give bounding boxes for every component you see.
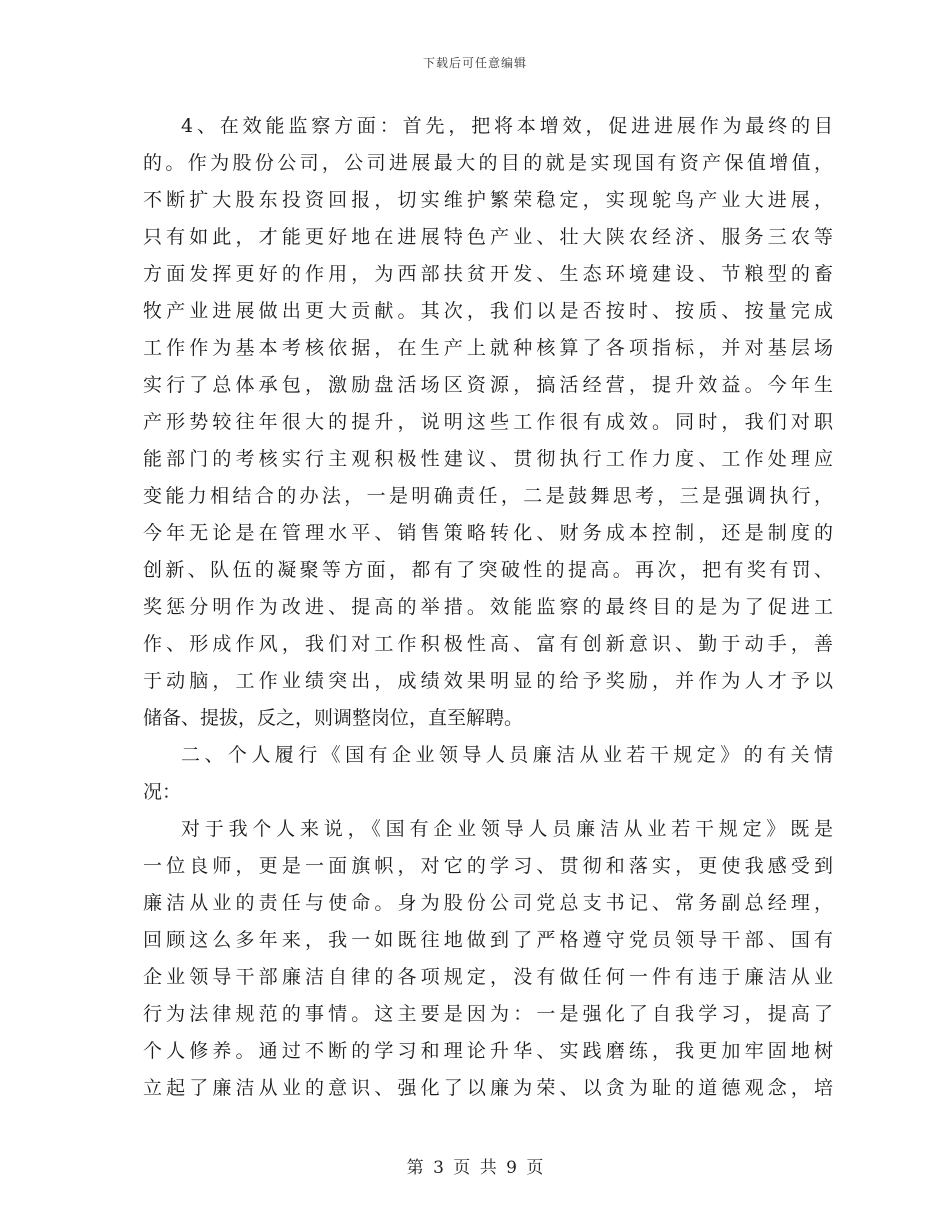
- text-line: 个人修养。通过不断的学习和理论升华、实践磨练，我更加牢固地树: [143, 1040, 833, 1062]
- text-line: 4、在效能监察方面：首先，把将本增效，促进进展作为最终的目: [181, 115, 833, 137]
- text-line: 一位良师，更是一面旗帜，对它的学习、贯彻和落实，更使我感受到: [143, 855, 833, 877]
- text-line: 方面发挥更好的作用，为西部扶贫开发、生态环境建设、节粮型的畜: [143, 263, 833, 285]
- section-heading-line: 况：: [143, 781, 182, 803]
- section-heading-line: 二、个人履行《国有企业领导人员廉洁从业若干规定》的有关情: [181, 744, 833, 766]
- text-line: 产形势较往年很大的提升，说明这些工作很有成效。同时，我们对职: [143, 411, 833, 433]
- document-body: [143, 108, 833, 1107]
- text-line: 实行了总体承包，激励盘活场区资源，搞活经营，提升效益。今年生: [143, 374, 833, 396]
- text-line: 不断扩大股东投资回报，切实维护繁荣稳定，实现鸵鸟产业大进展，: [143, 189, 833, 211]
- text-line: 回顾这么多年来，我一如既往地做到了严格遵守党员领导干部、国有: [143, 929, 833, 951]
- text-line: 奖惩分明作为改进、提高的举措。效能监察的最终目的是为了促进工: [143, 596, 833, 618]
- text-line: 立起了廉洁从业的意识、强化了以廉为荣、以贪为耻的道德观念，培: [143, 1077, 833, 1099]
- text-line: 于动脑，工作业绩突出，成绩效果明显的给予奖励，并作为人才予以: [143, 670, 833, 692]
- text-line: 廉洁从业的责任与使命。身为股份公司党总支书记、常务副总经理，: [143, 892, 833, 914]
- text-line: 只有如此，才能更好地在进展特色产业、壮大陕农经济、服务三农等: [143, 226, 833, 248]
- page-number-footer: 第 3 页 共 9 页: [406, 1158, 544, 1178]
- text-line: 工作作为基本考核依据，在生产上就种核算了各项指标，并对基层场: [143, 337, 833, 359]
- text-line: 作、形成作风，我们对工作积极性高、富有创新意识、勤于动手，善: [143, 633, 833, 655]
- text-line: 行为法律规范的事情。这主要是因为：一是强化了自我学习，提高了: [143, 1003, 833, 1025]
- text-line: 牧产业进展做出更大贡献。其次，我们以是否按时、按质、按量完成: [143, 300, 833, 322]
- text-line: 创新、队伍的凝聚等方面，都有了突破性的提高。再次，把有奖有罚、: [143, 559, 833, 581]
- text-line: 的。作为股份公司，公司进展最大的目的就是实现国有资产保值增值，: [143, 152, 833, 174]
- text-line: 储备、提拔，反之，则调整岗位，直至解聘。: [143, 707, 524, 729]
- page-header-note: 下载后可任意编辑: [422, 56, 527, 70]
- text-line: 对于我个人来说，《国有企业领导人员廉洁从业若干规定》既是: [181, 818, 833, 840]
- text-line: 企业领导干部廉洁自律的各项规定，没有做任何一件有违于廉洁从业: [143, 966, 833, 988]
- text-line: 今年无论是在管理水平、销售策略转化、财务成本控制，还是制度的: [143, 522, 833, 544]
- text-line: 能部门的考核实行主观积极性建议、贯彻执行工作力度、工作处理应: [143, 448, 833, 470]
- text-line: 变能力相结合的办法，一是明确责任，二是鼓舞思考，三是强调执行，: [143, 485, 833, 507]
